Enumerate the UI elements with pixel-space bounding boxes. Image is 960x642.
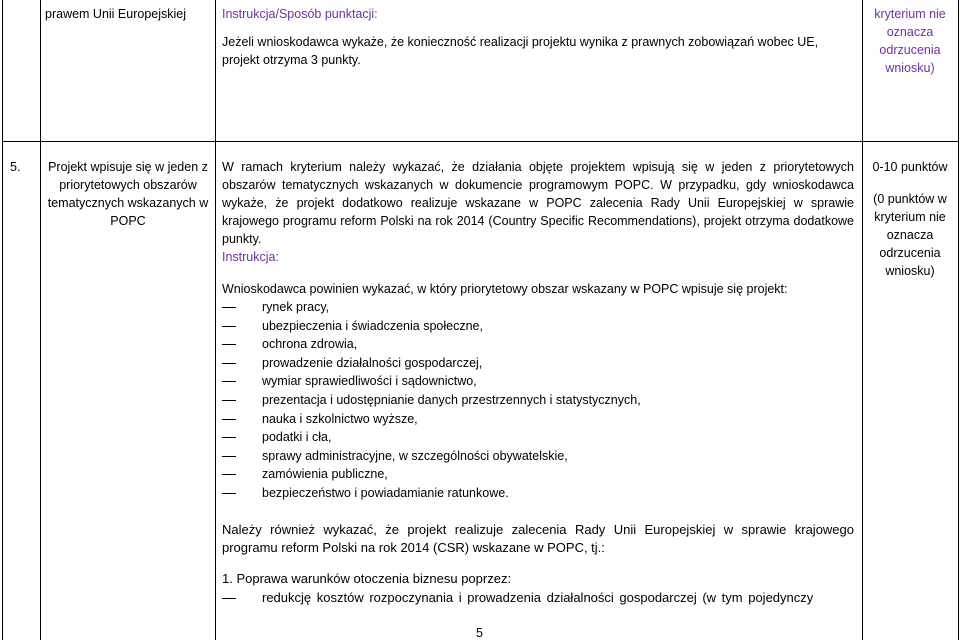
table-row-divider	[2, 141, 959, 142]
table-border-col2	[40, 0, 41, 640]
table-border-right	[958, 0, 959, 640]
list-item: wymiar sprawiedliwości i sądownictwo,	[222, 372, 854, 391]
list-item: bezpieczeństwo i powiadamianie ratunkowe.	[222, 484, 854, 503]
row-number: 5.	[10, 160, 21, 174]
list-item: zamówienia publiczne,	[222, 465, 854, 484]
page-number: 5	[476, 626, 483, 640]
instruction-label: Instrukcja:	[222, 250, 279, 264]
list-item: prezentacja i udostępnianie danych przestrzennych i statystycznych,	[222, 391, 854, 410]
points-range: 0-10 punktów	[872, 160, 948, 174]
table-border-col3	[215, 0, 216, 640]
csr-text: Należy również wykazać, że projekt realizuje zalecenia Rady Unii Europejskiej w sprawie krajowego programu reform Polski na rok 2014 (CSR) wskazane w POPC, tj.:	[222, 522, 854, 555]
list-item: podatki i cła,	[222, 428, 854, 447]
table-border-col4	[862, 0, 863, 640]
instruction-label-top: Instrukcja/Sposób punktacji:	[222, 7, 378, 21]
list-item: nauka i szkolnictwo wyższe,	[222, 410, 854, 429]
csr-point-1: 1. Poprawa warunków otoczenia biznesu poprzez:	[222, 571, 512, 586]
cell-legal-basis: prawem Unii Europejskiej	[45, 7, 187, 21]
list-item: rynek pracy,	[222, 298, 854, 317]
instruction-text-top: Jeżeli wnioskodawca wykaże, że konieczność realizacji projektu wynika z prawnych zobowiązań wobec UE, projekt otrzyma 3 punkty.	[222, 35, 819, 67]
cell-points-note-top: kryterium nie oznacza odrzucenia wniosku)	[874, 7, 946, 75]
table-border-left	[2, 0, 3, 640]
csr-subpoint: redukcję kosztów rozpoczynania i prowadzenia działalności gospodarczej (w tym pojedynczy	[222, 589, 854, 608]
priority-areas-list	[222, 298, 854, 503]
instruction-intro: Wnioskodawca powinien wykazać, w który priorytetowy obszar wskazany w POPC wpisuje się projekt:	[222, 282, 788, 296]
points-note: (0 punktów w kryterium nie oznacza odrzucenia wniosku)	[873, 192, 947, 278]
list-item: ochrona zdrowia,	[222, 335, 854, 354]
list-item: prowadzenie działalności gospodarczej,	[222, 354, 854, 373]
criterion-description: W ramach kryterium należy wykazać, że działania objęte projektem wpisują się w jeden z priorytetowych obszarów tematycznych wskazanych w dokumencie programowym POPC. W przypadku, gdy wnioskodawca wykaże, że projekt dodatkowo realizuje wskazane w POPC zalecenia Rady Unii Europejskiej w sprawie krajowego programu reform Polski na rok 2014 (Country Specific Recommendations), projekt otrzyma dodatkowe punkty.	[222, 160, 854, 246]
list-item: sprawy administracyjne, w szczególności obywatelskie,	[222, 447, 854, 466]
list-item: ubezpieczenia i świadczenia społeczne,	[222, 317, 854, 336]
criterion-name: Projekt wpisuje się w jeden z priorytetowych obszarów tematycznych wskazanych w POPC	[47, 160, 209, 228]
